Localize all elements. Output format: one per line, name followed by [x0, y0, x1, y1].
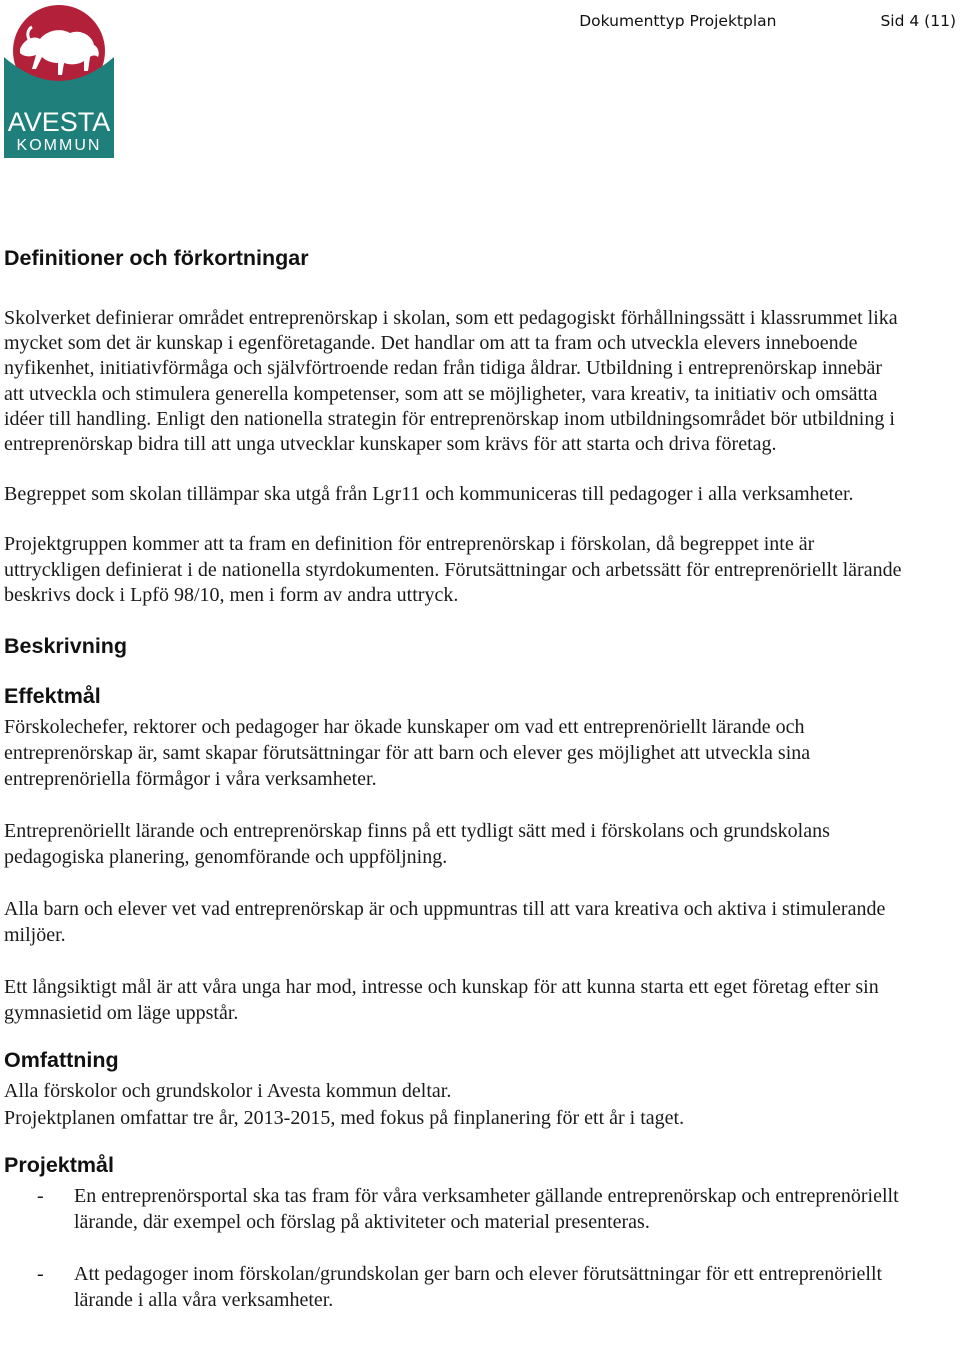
heading-omfattning: Omfattning [4, 1048, 119, 1073]
document-body [4, 240, 904, 1313]
paragraph-effektmal-4: Ett långsiktigt mål är att våra unga har mod, intresse och kunskap för att kunna starta ett eget företag efter sin gymnasietid om läge uppstår. [4, 976, 879, 1025]
page-header [579, 12, 956, 30]
paragraph-effektmal-2: Entreprenöriellt lärande och entreprenörskap finns på ett tydligt sätt med i förskolans och grundskolans pedagogiska planering, genomförande och uppföljning. [4, 820, 830, 869]
paragraph-definitions-3: Projektgruppen kommer att ta fram en definition för entreprenörskap i förskolan, då begreppet inte är uttryckligen definierat i de nationella styrdokumenten. Förutsättningar och arbetssätt för entreprenöriellt lärande beskrivs dock i Lpfö 98/10, men i form av andra uttryck. [4, 533, 902, 606]
paragraph-definitions-1: Skolverket definierar området entreprenörskap i skolan, som ett pedagogiskt förhållningssätt i klassrummet lika mycket som det är kunskap i egenföretagande. Det handlar om att ta fram och utveckla elevers inneboende nyfikenhet, initiativförmåga och självförtroende redan från tidiga åldrar. Utbildning i entreprenörskap innebär att utveckla och stimulera generella kompetenser, som att se möjligheter, vara kreativ, ta initiativ och omsätta idéer till handling. Enligt den nationella strategin för entreprenörskap inom utbildningsområdet bör utbildning i entreprenörskap bidra till att unga utvecklar kunskaper som krävs för att starta och driva företag. [4, 307, 898, 456]
list-item-text: Att pedagoger inom förskolan/grundskolan ger barn och elever förutsättningar för ett entreprenöriellt lärande i alla våra verksamheter. [74, 1263, 883, 1312]
paragraph-omfattning-2: Projektplanen omfattar tre år, 2013-2015, med fokus på finplanering för ett år i taget. [4, 1106, 685, 1129]
paragraph-definitions-2: Begreppet som skolan tillämpar ska utgå från Lgr11 och kommuniceras till pedagoger i alla verksamheter. [4, 483, 854, 506]
heading-projektmal: Projektmål [4, 1153, 114, 1178]
paragraph-omfattning-1: Alla förskolor och grundskolor i Avesta kommun deltar. [4, 1080, 452, 1103]
avesta-kommun-logo [4, 5, 114, 158]
heading-beskrivning: Beskrivning [4, 634, 128, 659]
list-item-text: En entreprenörsportal ska tas fram för våra verksamheter gällande entreprenörskap och entreprenöriellt lärande, där exempel och förslag på aktiviteter och material presenteras. [74, 1185, 899, 1234]
page-number: Sid 4 (11) [880, 12, 956, 30]
dash-bullet: - [37, 1185, 44, 1208]
dash-bullet: - [37, 1263, 44, 1286]
logo-wordmark: AVESTA [7, 107, 111, 137]
heading-effektmal: Effektmål [4, 684, 101, 709]
bison-logo-icon [4, 5, 114, 158]
list-item [4, 1261, 904, 1313]
projektmal-list [4, 1183, 904, 1313]
list-item [4, 1183, 904, 1235]
logo-subword: KOMMUN [16, 137, 102, 154]
paragraph-effektmal-1: Förskolechefer, rektorer och pedagoger har ökade kunskaper om vad ett entreprenöriellt lärande och entreprenörskap är, samt skapar förutsättningar för att barn och elever ges möjlighet att utveckla sina entreprenöriella förmågor i våra verksamheter. [4, 716, 811, 791]
paragraph-effektmal-3: Alla barn och elever vet vad entreprenörskap är och uppmuntras till att vara kreativa och aktiva i stimulerande miljöer. [4, 898, 886, 947]
document-type: Dokumenttyp Projektplan [579, 12, 777, 30]
heading-definitions: Definitioner och förkortningar [4, 246, 309, 270]
